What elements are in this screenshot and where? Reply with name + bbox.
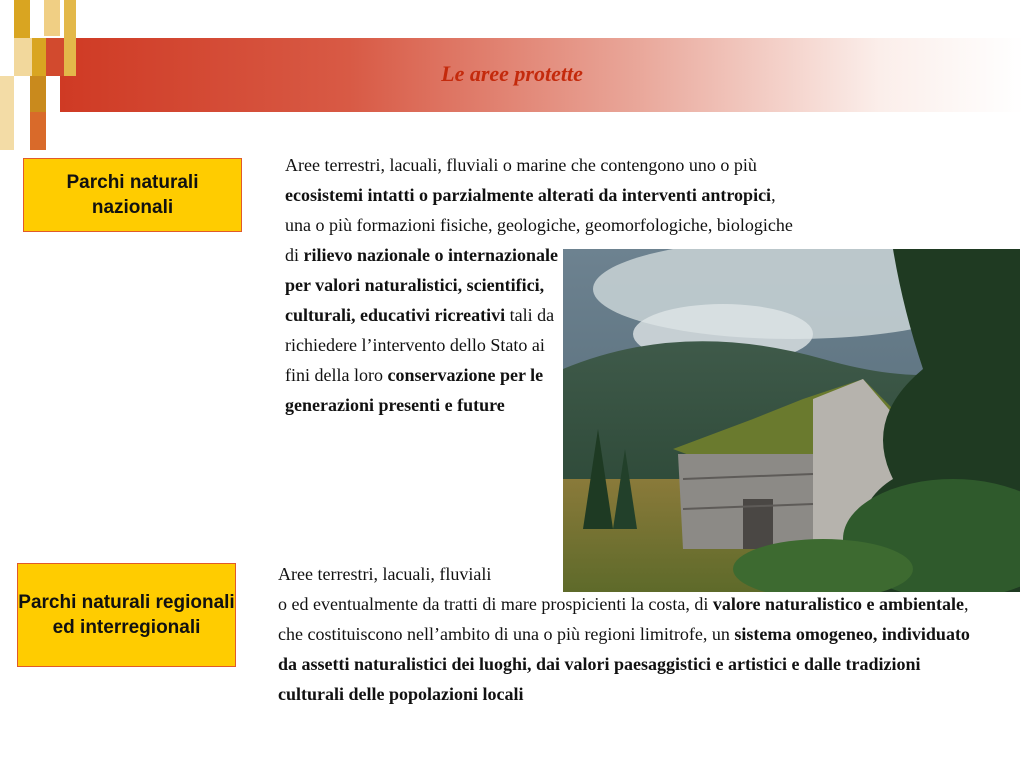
text-span: Aree terrestri, lacuali, fluviali o marine che contengono uno o più [285, 155, 757, 175]
bold-span: rilievo nazionale o internazionale per valori naturalistici, scientifici, culturali, educativi ricreativi [285, 245, 558, 325]
decor-square [30, 112, 46, 150]
text-span: , [771, 185, 776, 205]
bold-span: conservazione per le generazioni presenti e future [285, 365, 544, 415]
paragraph-regionali-body [278, 589, 978, 709]
text-span: Aree terrestri, lacuali, fluviali [278, 564, 492, 584]
text-span: tali da richiedere l’intervento dello Stato ai fini della loro [285, 305, 555, 385]
abandoned-cabin-photo [563, 249, 1020, 592]
text-span: o ed eventualmente da tratti di mare prospicienti la costa, di [278, 594, 713, 614]
paragraph-nazionali-top [285, 150, 985, 240]
label-parchi-regionali [17, 563, 236, 667]
label-text: Parchi naturali regionali ed interregionali [18, 592, 235, 638]
text-span: , che costituiscono nell’ambito di una o più regioni limitrofe, un [278, 594, 969, 644]
paragraph-nazionali-wrap [285, 240, 560, 420]
decor-square [44, 0, 60, 36]
decor-square [0, 76, 14, 150]
text-span: di [285, 245, 304, 265]
bold-span: valore naturalistico e ambientale [712, 594, 964, 614]
decor-square [14, 0, 30, 38]
label-parchi-nazionali [23, 158, 242, 232]
text-span: una o più formazioni fisiche, geologiche, geomorfologiche, biologiche [285, 215, 793, 235]
bold-span: ecosistemi intatti o parzialmente alterati da interventi antropici [285, 185, 772, 205]
paragraph-regionali-top [278, 559, 568, 589]
slide-title: Le aree protette [441, 61, 583, 86]
label-text: Parchi naturali nazionali [66, 172, 199, 218]
photo-illustration [563, 249, 1020, 592]
bold-span: sistema omogeneo, individuato da assetti naturalistici dei luoghi, dai valori paesaggistici e artistici e dalle tradizioni culturali delle popolazioni locali [278, 624, 970, 704]
